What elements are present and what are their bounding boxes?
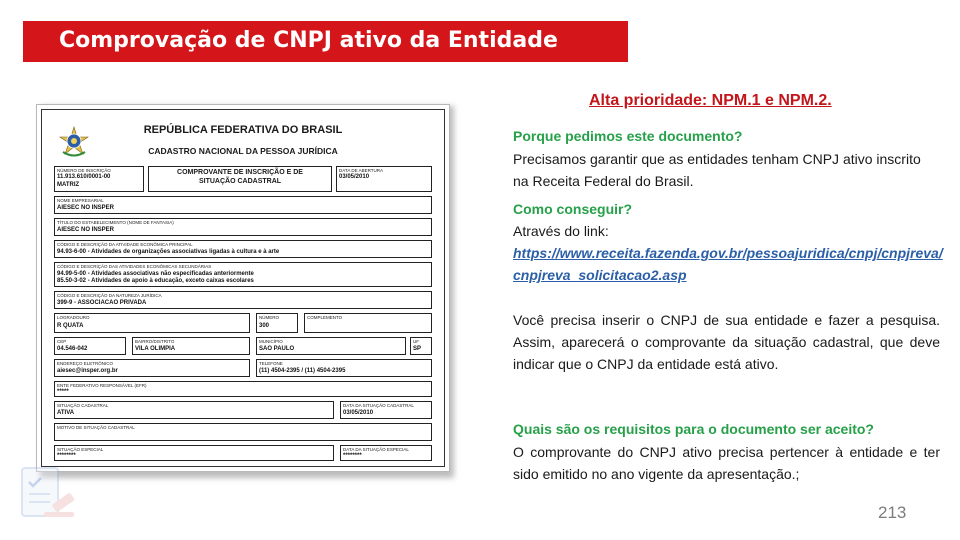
field-data-abertura [336,166,432,192]
field-value: AIESEC NO INSPER [57,205,115,211]
field-value: SP [413,346,422,352]
field-label: ENTE FEDERATIVO RESPONSÁVEL (EFR) [57,383,147,388]
field-value: AIESEC NO INSPER [57,227,115,233]
comprovante-line2: SITUAÇÃO CADASTRAL [198,178,282,185]
document-frame [41,109,445,467]
field-label: TÍTULO DO ESTABELECIMENTO (NOME DE FANTASIA) [57,220,174,225]
field-value: 94.93-6-00 - Atividades de organizações associativas ligadas à cultura e à arte [57,249,280,255]
field-label: SITUAÇÃO CADASTRAL [57,403,109,408]
field-value: ******** [343,453,362,459]
field-cep [54,337,126,355]
requirements-heading: Quais são os requisitos para o documento ser aceito? [513,421,874,437]
field-value: 399-9 - ASSOCIACAO PRIVADA [57,300,147,306]
field-nome-fantasia [54,218,432,236]
priority-label: Alta prioridade: NPM.1 e NPM.2. [589,92,832,109]
field-label: CEP [57,339,67,344]
field-complemento [304,313,432,333]
field-data-especial [340,445,432,461]
field-value: 11.913.610/0001-00 [57,174,111,180]
field-value: (11) 4504-2395 / (11) 4504-2395 [259,368,346,374]
field-value-sub: MATRIZ [57,182,80,188]
field-label: CÓDIGO E DESCRIÇÃO DA ATIVIDADE ECONÔMICA PRINCIPAL [57,242,193,247]
field-label: NOME EMPRESARIAL [57,198,104,203]
field-logradouro [54,313,250,333]
cnpj-document [36,104,450,472]
field-nome-empresarial [54,196,432,214]
field-municipio [256,337,406,355]
field-comprovante [148,166,332,192]
field-value: 85.50-3-02 - Atividades de apoio à educação, exceto caixas escolares [57,278,254,284]
field-label: DATA DE ABERTURA [339,168,384,173]
field-email [54,359,250,377]
field-value: R QUATA [57,323,84,329]
field-label: LOGRADOURO [57,315,90,320]
why-heading: Porque pedimos este documento? [513,128,743,144]
field-value: 04.546-042 [57,346,88,352]
field-natureza-juridica [54,291,432,309]
field-value: SAO PAULO [259,346,295,352]
how-text: Você precisa inserir o CNPJ de sua entidade e fazer a pesquisa. Assim, aparecerá o comprovante da situação cadastral, que deve indicar que o CNPJ da entidade está ativo. [513,312,940,372]
field-numero-inscricao [54,166,144,192]
receita-link[interactable]: https://www.receita.fazenda.gov.br/pessoajuridica/cnpj/cnpjreva/cnpjreva_solicitacao2.asp [513,245,943,283]
field-label: DATA DA SITUAÇÃO CADASTRAL [343,403,414,408]
field-label: MOTIVO DE SITUAÇÃO CADASTRAL [57,425,135,430]
field-value: 94.99-5-00 - Atividades associativas não especificadas anteriormente [57,271,254,277]
field-value: ******** [57,453,76,459]
field-value: aiesec@insper.org.br [57,368,118,374]
slide-title: Comprovação de CNPJ ativo da Entidade [59,28,558,53]
field-numero-endereco [256,313,298,333]
field-situacao-especial [54,445,334,461]
field-situacao-cadastral [54,401,334,419]
how-intro: Através do link: [513,223,609,239]
field-value: ATIVA [57,410,75,416]
title-bar [23,21,628,62]
document-header-cadastro: CADASTRO NACIONAL DA PESSOA JURÍDICA [148,146,338,156]
field-value: ***** [57,389,69,395]
field-label: COMPLEMENTO [307,315,343,320]
how-heading: Como conseguir? [513,201,633,217]
field-label: CÓDIGO E DESCRIÇÃO DA NATUREZA JURÍDICA [57,293,162,298]
field-label: UF [413,339,419,344]
field-motivo-situacao [54,423,432,441]
field-value: 03/05/2010 [343,410,374,416]
field-efr [54,381,432,397]
comprovante-line1: COMPROVANTE DE INSCRIÇÃO E DE [177,169,303,176]
document-gavel-icon [18,462,80,528]
page-number: 213 [878,503,907,522]
document-header-republic: REPÚBLICA FEDERATIVA DO BRASIL [143,124,343,136]
field-data-situacao [340,401,432,419]
field-label: NÚMERO [259,315,279,320]
why-text: Precisamos garantir que as entidades tenham CNPJ ativo inscrito na Receita Federal do Brasil. [513,151,921,189]
field-label: BAIRRO/DISTRITO [135,339,175,344]
field-atividades-secundarias [54,262,432,287]
field-label: SITUAÇÃO ESPECIAL [57,447,104,452]
field-uf [410,337,432,355]
field-label: NÚMERO DE INSCRIÇÃO [57,168,111,173]
field-value: 03/05/2010 [339,174,370,180]
field-atividade-principal [54,240,432,258]
field-value: VILA OLIMPIA [135,346,176,352]
field-label: ENDEREÇO ELETRÔNICO [57,361,114,366]
requirements-text: O comprovante do CNPJ ativo precisa pertencer à entidade e ter sido emitido no ano vigente da apresentação.; [513,444,940,482]
field-label: TELEFONE [259,361,283,366]
field-telefone [256,359,432,377]
field-label: MUNICÍPIO [259,339,283,344]
field-label: DATA DA SITUAÇÃO ESPECIAL [343,447,409,452]
field-bairro [132,337,250,355]
field-value: 300 [259,323,270,329]
field-label: CÓDIGO E DESCRIÇÃO DAS ATIVIDADES ECONÔMICAS SECUNDÁRIAS [57,264,212,269]
